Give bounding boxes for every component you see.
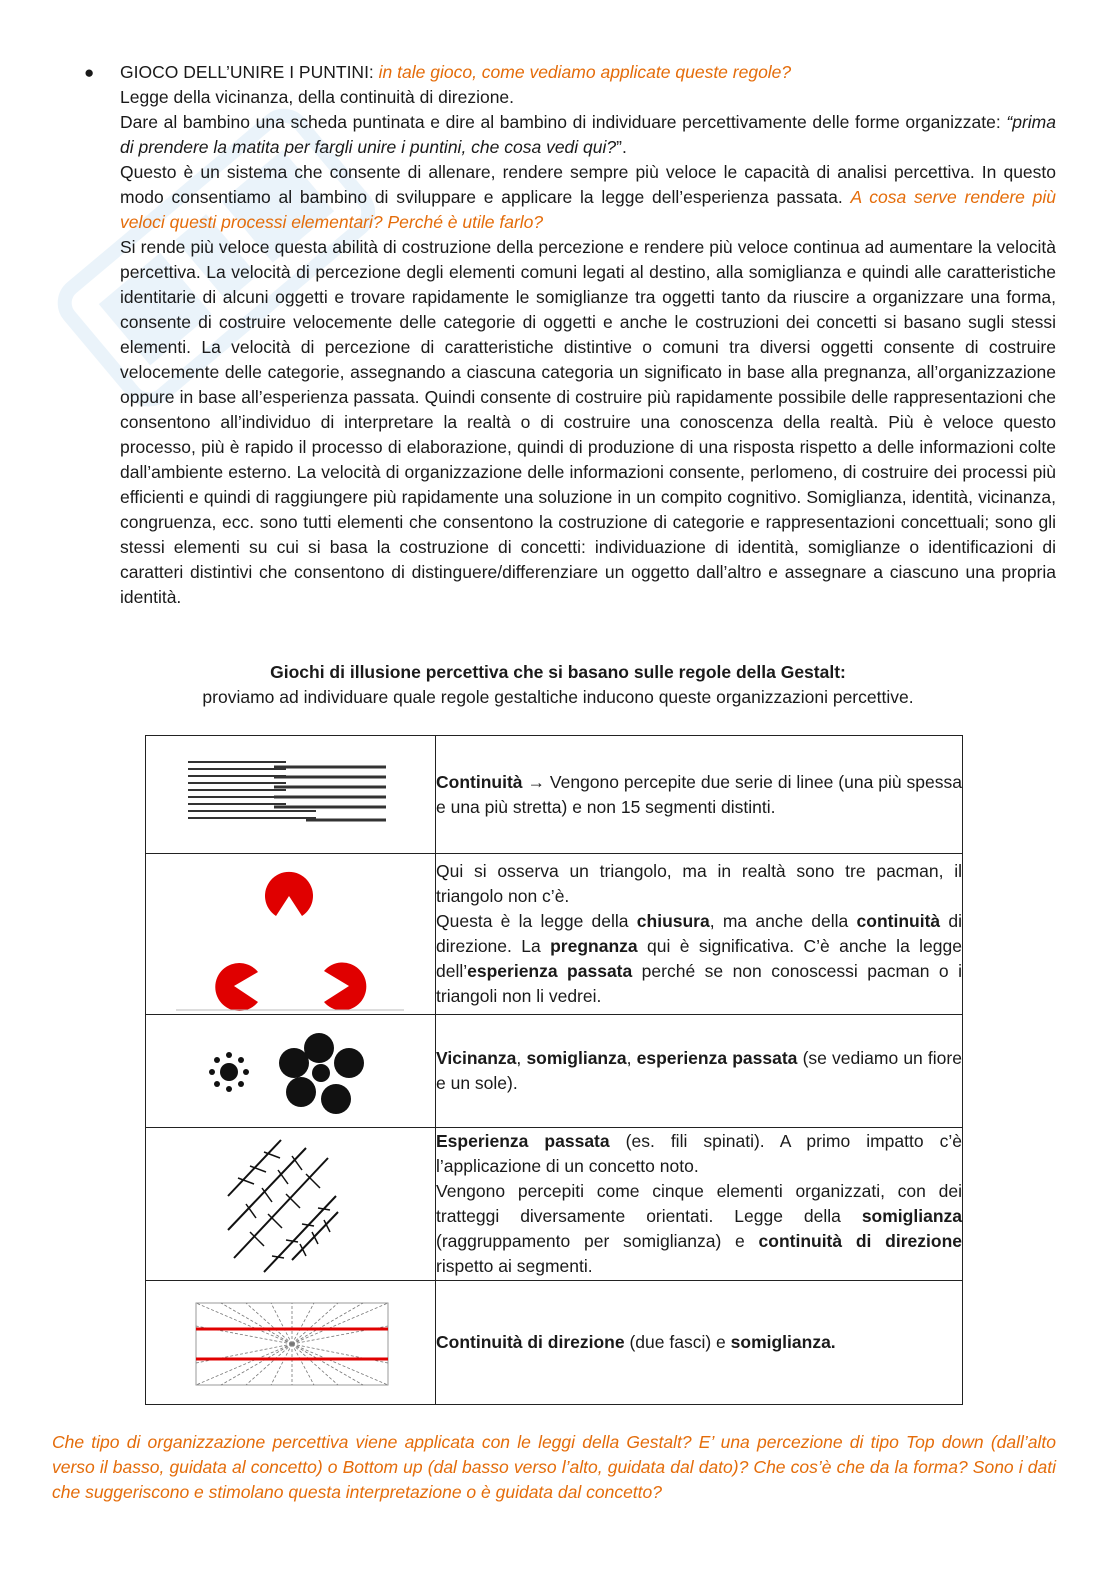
rule-bold: pregnanza	[550, 936, 638, 956]
rule-bold: esperienza passata	[467, 961, 633, 981]
rule-text: Vengono percepite due serie di linee (una più spessa e una più stretta) e non 15 segmenti distinti.	[436, 771, 962, 817]
rule-text: Questa è la legge della	[436, 911, 637, 931]
bullet-paragraph-a	[120, 160, 1056, 235]
rule-bold: Continuità	[436, 771, 523, 792]
rule-bold: somiglianza.	[730, 1332, 836, 1352]
bullet-line-3	[120, 110, 1056, 160]
rule-text: qui è significativa. C’è anche la legge dell’	[436, 936, 962, 981]
rule-text: (se vediamo un fiore e un sole).	[436, 1048, 962, 1093]
arrow-right-icon: →	[527, 771, 545, 792]
closing-question: Che tipo di organizzazione percettiva viene applicata con le leggi della Gestalt? E’ una percezione di tipo Top down (dall’alto verso il basso, guidata al concetto) o Bottom up (dal basso verso l’alto, guidata dal dato)? Che cos’è che da la forma? Sono i dati che suggeriscono e stimolano questa interpretazione o è guidata dal concetto?	[52, 1432, 1056, 1502]
table-row	[146, 1281, 963, 1405]
rule-bold: somiglianza	[526, 1048, 627, 1068]
table-row	[146, 736, 963, 854]
rule-text: ,	[626, 1048, 637, 1068]
rule-text: perché se non conoscessi pacman o i triangoli non li vedrei.	[436, 961, 962, 1006]
sun-and-flower-figure-icon	[146, 1015, 435, 1127]
gestalt-table	[145, 735, 963, 1405]
figure-cell	[146, 736, 436, 854]
rule-text: (raggruppamento per somiglianza) e	[436, 1231, 759, 1251]
bullet-title-line	[120, 60, 1056, 85]
flower-figure	[279, 1033, 364, 1114]
rule-bold: Continuità di direzione	[436, 1332, 625, 1352]
bullet-line-3-text: Dare al bambino una scheda puntinata e dire al bambino di individuare percettivamente delle forme organizzate:	[120, 112, 1001, 132]
section-heading: Giochi di illusione percettiva che si basano sulle regole della Gestalt:	[270, 662, 846, 682]
description-cell	[436, 1128, 963, 1281]
bullet-point: ●	[84, 63, 95, 82]
bullet-line-2: Legge della vicinanza, della continuità di direzione.	[120, 87, 515, 107]
table-row	[146, 1015, 963, 1128]
description-cell	[436, 854, 963, 1015]
rule-text: Vengono percepiti come cinque elementi organizzati, con dei tratteggi diversamente orientati. Legge della	[436, 1181, 962, 1226]
bullet-quote-end: ”.	[616, 137, 627, 157]
rule-text: , ma anche della	[709, 911, 857, 931]
rule-bold: chiusura	[636, 911, 710, 931]
parallel-lines-figure-icon	[146, 736, 435, 853]
barbed-wire-figure-icon	[146, 1128, 435, 1280]
figure-cell	[146, 1281, 436, 1405]
rule-text: ,	[516, 1048, 527, 1068]
description-cell	[436, 736, 963, 854]
section-subheading: proviamo ad individuare quale regole gestaltiche inducono queste organizzazioni percettive.	[202, 687, 914, 707]
table-row	[146, 854, 963, 1015]
kanizsa-triangle-figure-icon	[146, 854, 435, 1014]
rule-text: rispetto ai segmenti.	[436, 1256, 593, 1276]
sun-figure	[209, 1052, 249, 1092]
bullet-quote: “prima di prendere la matita per fargli unire i puntini, che cosa vedi qui?	[120, 112, 1056, 157]
bullet-title-question: in tale gioco, come vediamo applicate queste regole?	[378, 62, 792, 82]
paragraph-a-text: Questo è un sistema che consente di allenare, rendere sempre più veloce le capacità di analisi percettiva. In questo modo consentiamo al bambino di sviluppare e applicare la legge dell’esperienza passata.	[120, 162, 1056, 207]
bullet-paragraph-b: Si rende più veloce questa abilità di costruzione della percezione e rendere più veloce continua ad aumentare la velocità percettiva. La velocità di percezione degli elementi comuni legati al destino, alla somiglianza e quindi alle caratteristiche identitarie di alcuni oggetti e trovare rapidamente le somiglianze tra oggetti tanto da riuscire a organizzare una forma, consente di costruire velocemente delle categorie di oggetti e anche le costruzioni dei concetti si basano sugli stessi elementi. La velocità di percezione di caratteristiche distintive o comuni tra diversi oggetti consente di costruire velocemente delle categorie, assegnando a ciascuna categoria un significato in base alla pregnanza, all’organizzazione oppure in base all’esperienza passata. Quindi consente di costruire più rapidamente possibile delle rappresentazioni che consentono all’individuo di interpretare la realtà o di costruire una conoscenza della realtà. Più è veloce questo processo, più è rapido il processo di elaborazione, quindi di produzione di una risposta rispetto a delle informazioni colte dall’ambiente esterno. La velocità di organizzazione delle informazioni consente, perlomeno, di costruire dei processi più efficienti e quindi di raggiungere più rapidamente una soluzione in un compito cognitivo. Somiglianza, identità, vicinanza, congruenza, ecc. sono tutti elementi che consentono la costruzione di categorie e rappresentazioni concettuali; sono gli stessi elementi su cui si basa la costruzione di concetti: individuazione di identità, somiglianze o identificazioni di caratteri distintivi che consentono di distinguere/differenziare un oggetto dall’altro e assegnare a ciascuno una propria identità.	[120, 237, 1056, 607]
pacman-left	[215, 963, 258, 1011]
description-cell	[436, 1281, 963, 1405]
rule-bold: continuità di direzione	[758, 1231, 962, 1251]
hering-illusion-figure-icon	[146, 1281, 435, 1404]
rule-bold: Vicinanza	[436, 1048, 517, 1068]
figure-cell	[146, 1015, 436, 1128]
table-row	[146, 1128, 963, 1281]
description-cell	[436, 1015, 963, 1128]
figure-cell	[146, 1128, 436, 1281]
paragraph-a-question: A cosa serve rendere più veloci questi processi elementari? Perché è utile farlo?	[120, 187, 1056, 232]
rule-bold: continuità	[856, 911, 941, 931]
figure-cell	[146, 854, 436, 1015]
rule-text: (due fasci) e	[624, 1332, 731, 1352]
rule-text: (es. fili spinati). A primo impatto c’è l’applicazione di un concetto noto.	[436, 1131, 962, 1176]
rule-bold: esperienza passata	[636, 1048, 798, 1068]
rule-text: Qui si osserva un triangolo, ma in realtà sono tre pacman, il triangolo non c’è.	[436, 861, 962, 906]
bullet-title: GIOCO DELL’UNIRE I PUNTINI:	[120, 62, 374, 82]
rule-bold: Esperienza passata	[436, 1131, 610, 1151]
rule-bold: somiglianza	[861, 1206, 962, 1226]
pacman-right	[324, 963, 366, 1011]
bullet-section	[120, 60, 1056, 610]
rule-text: di direzione. La	[436, 911, 963, 956]
